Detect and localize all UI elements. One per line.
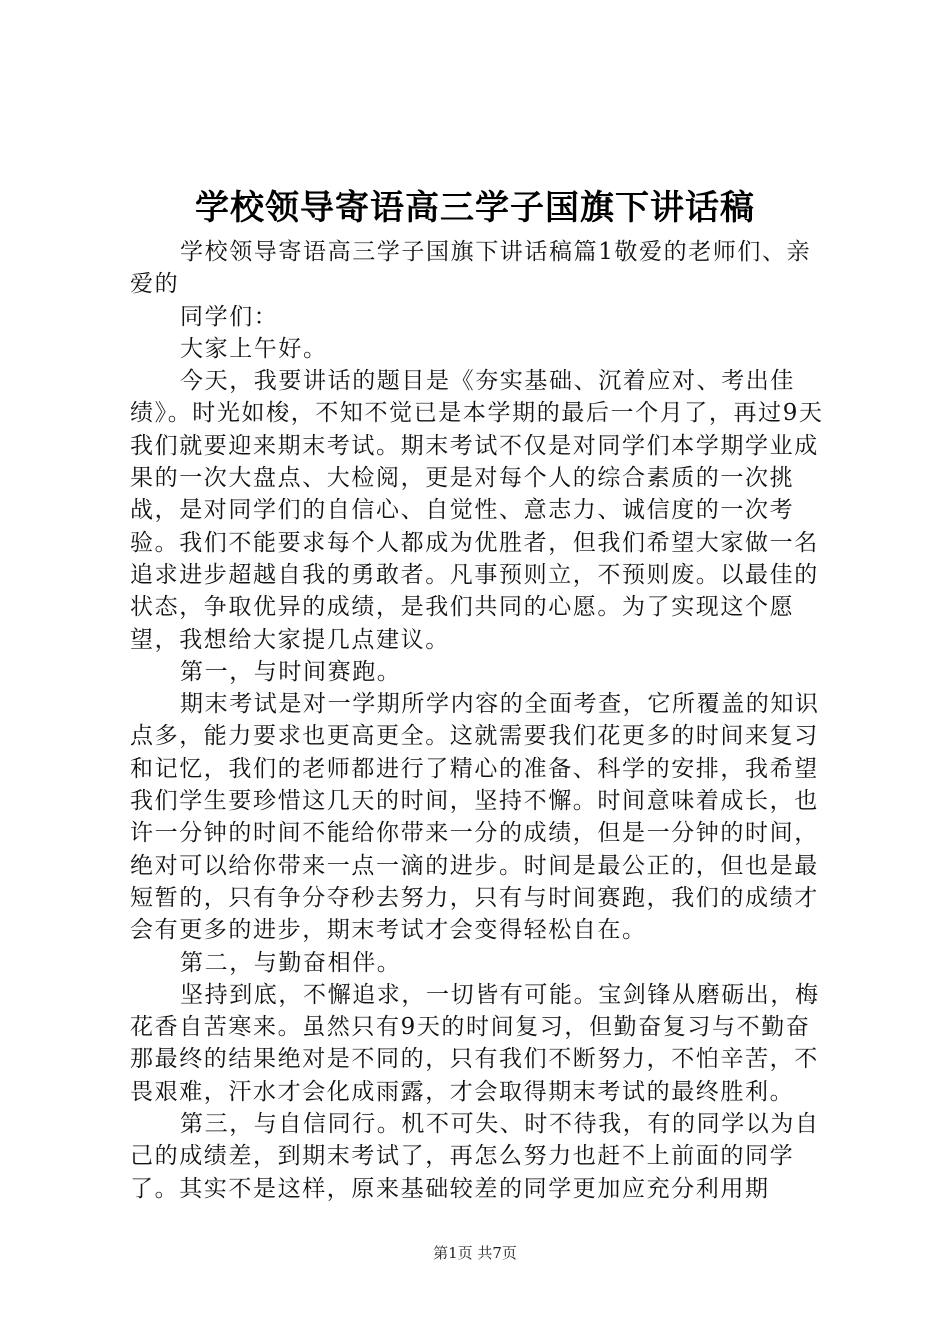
document-body [130, 236, 830, 1205]
page-title: 学校领导寄语高三学子国旗下讲话稿 [195, 188, 755, 228]
paragraph: 第一，与时间赛跑。 [180, 658, 402, 685]
paragraph: 大家上午好。 [180, 335, 328, 362]
paragraph: 今天，我要讲话的题目是《夯实基础、沉着应对、考出佳绩》。时光如梭，不知不觉已是本学期的最后一个月了，再过9天我们就要迎来期末考试。期末考试不仅是对同学们本学期学业成果的一次大盘点、大检阅，更是对每个人的综合素质的一次挑战，是对同学们的自信心、自觉性、意志力、诚信度的一次考验。我们不能要求每个人都成为优胜者，但我们希望大家做一名追求进步超越自我的勇敢者。凡事预则立，不预则废。以最佳的状态，争取优异的成绩，是我们共同的心愿。为了实现这个愿望，我想给大家提几点建议。 [130, 368, 824, 653]
paragraph: 坚持到底，不懈追求，一切皆有可能。宝剑锋从磨砺出，梅花香自苦寒来。虽然只有9天的时间复习，但勤奋复习与不勤奋那最终的结果绝对是不同的，只有我们不断努力，不怕辛苦，不畏艰难，汗水才会化成雨露，才会取得期末考试的最终胜利。 [130, 981, 820, 1105]
paragraph: 第三，与自信同行。机不可失、时不待我，有的同学以为自己的成绩差，到期末考试了，再怎么努力也赶不上前面的同学了。其实不是这样，原来基础较差的同学更加应充分利用期 [130, 1111, 820, 1202]
paragraph: 同学们： [180, 303, 279, 330]
paragraph: 第二，与勤奋相伴。 [180, 949, 402, 976]
paragraph: 期末考试是对一学期所学内容的全面考查，它所覆盖的知识点多，能力要求也更高更全。这就需要我们花更多的时间来复习和记忆，我们的老师都进行了精心的准备、科学的安排，我希望我们学生要珍惜这几天的时间，坚持不懈。时间意味着成长，也许一分钟的时间不能给你带来一分的成绩，但是一分钟的时间，绝对可以给你带来一点一滴的进步。时间是最公正的，但也是最短暂的，只有争分夺秒去努力，只有与时间赛跑，我们的成绩才会有更多的进步，期末考试才会变得轻松自在。 [130, 691, 820, 944]
paragraph: 学校领导寄语高三学子国旗下讲话稿篇1敬爱的老师们、亲爱的 [130, 239, 812, 298]
page-footer: 第1页 共7页 [433, 1244, 517, 1262]
